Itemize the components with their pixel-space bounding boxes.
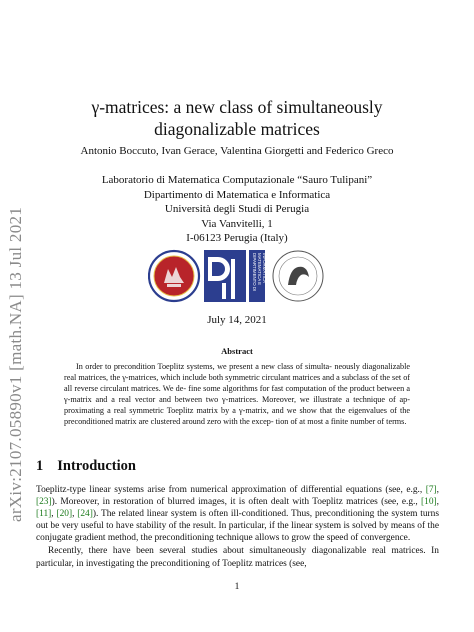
abstract-line: neously diagonalizable real matrices, the γ-matrices, which include both symmetric	[64, 362, 411, 382]
institution-logos	[148, 247, 328, 305]
affiliation-block	[0, 173, 474, 246]
introduction-body	[36, 484, 439, 571]
logo-text-line-3: INFORMATICA	[262, 253, 267, 283]
section-number: 1	[36, 458, 44, 474]
paragraph-text: ). Moreover, in restoration of blurred images, it is often dealt with Toeplitz matrices (see, e.g.,	[51, 497, 422, 508]
arxiv-identifier-stamp: arXiv:2107.05890v1 [math.NA] 13 Jul 2021	[6, 206, 25, 522]
section-heading	[36, 458, 150, 475]
citation-link[interactable]: [11]	[36, 509, 52, 520]
abstract-line: eigenvalues of the preconditioned matrix are clustered around zero with the excep-	[64, 406, 410, 426]
affiliation-department: Dipartimento di Matematica e Informatica	[143, 188, 331, 201]
citation-link[interactable]: [20]	[56, 509, 73, 520]
paragraph-text: ,	[51, 509, 57, 520]
publication-date: July 14, 2021	[207, 314, 267, 326]
abstract-paragraph	[64, 361, 410, 427]
page-number: 1	[234, 582, 240, 592]
abstract-line: fine some algorithms for fast computation of the product between a γ-matrix and a	[64, 384, 411, 404]
affiliation-city: I-06123 Perugia (Italy)	[186, 232, 288, 244]
author-list: Antonio Boccuto, Ivan Gerace, Valentina Giorgetti and Federico Greco	[80, 145, 394, 157]
affiliation-street: Via Vanvitelli, 1	[201, 217, 273, 230]
citation-link[interactable]: [10]	[421, 497, 437, 508]
abstract-line: tion of at most a finite number of terms.	[275, 417, 407, 426]
department-dmi-logo	[204, 250, 267, 302]
citation-link[interactable]: [7]	[425, 485, 437, 495]
university-seal-logo	[149, 251, 199, 301]
abstract-body	[64, 361, 410, 427]
title-line-2: diagonalizable matrices	[154, 119, 320, 139]
citation-link[interactable]: [24]	[77, 509, 93, 520]
logo-text-line-1: DIPARTIMENTO DI	[252, 253, 257, 292]
abstract-line: circulant matrices and a subclass of the set of all reverse circulant matrices. We de-	[64, 373, 411, 393]
abstract-line: real vector and between two γ-matrices. Moreover, we illustrate a technique of ap-	[118, 395, 410, 404]
abstract-line: proximating a real symmetric Toeplitz matrix by a γ-matrix, and we show that the	[64, 406, 346, 415]
paragraph-text: ,	[436, 485, 439, 495]
affiliation-lab: Laboratorio di Matematica Computazionale “Sauro Tulipani”	[101, 174, 373, 186]
abstract-line: In order to precondition Toeplitz systems, we present a new class of simulta-	[76, 362, 332, 371]
intro-paragraph-1	[36, 484, 439, 544]
section-title: Introduction	[57, 458, 136, 474]
paragraph-text: ,	[72, 509, 78, 520]
laboratory-logo	[273, 251, 323, 301]
logo-text-line-2: MATEMATICA E	[257, 253, 262, 286]
paper-title	[0, 96, 474, 140]
paragraph-text: Toeplitz-type linear systems arise from numerical approximation of differential equations (see, e.g.,	[36, 485, 426, 495]
intro-paragraph-2: Recently, there have been several studies about simultaneously diagonalizable real matrices. In particular, in investigating the preconditioning of Toeplitz matrices (see,	[36, 546, 439, 569]
paragraph-text: ). The related linear system is often ill-conditioned. Thus, preconditioning the system turns out be very useful to have stability of the result. In particular, if the linear system is solved by means of the conjugate gradient method, the preconditioning technique allows to grow the speed of convergence.	[36, 509, 440, 544]
paragraph-text: ,	[436, 497, 439, 508]
abstract-heading: Abstract	[221, 346, 253, 356]
citation-link[interactable]: [23]	[36, 497, 52, 508]
title-line-1: γ-matrices: a new class of simultaneously	[91, 97, 383, 117]
affiliation-university: Università degli Studi di Perugia	[164, 203, 310, 215]
